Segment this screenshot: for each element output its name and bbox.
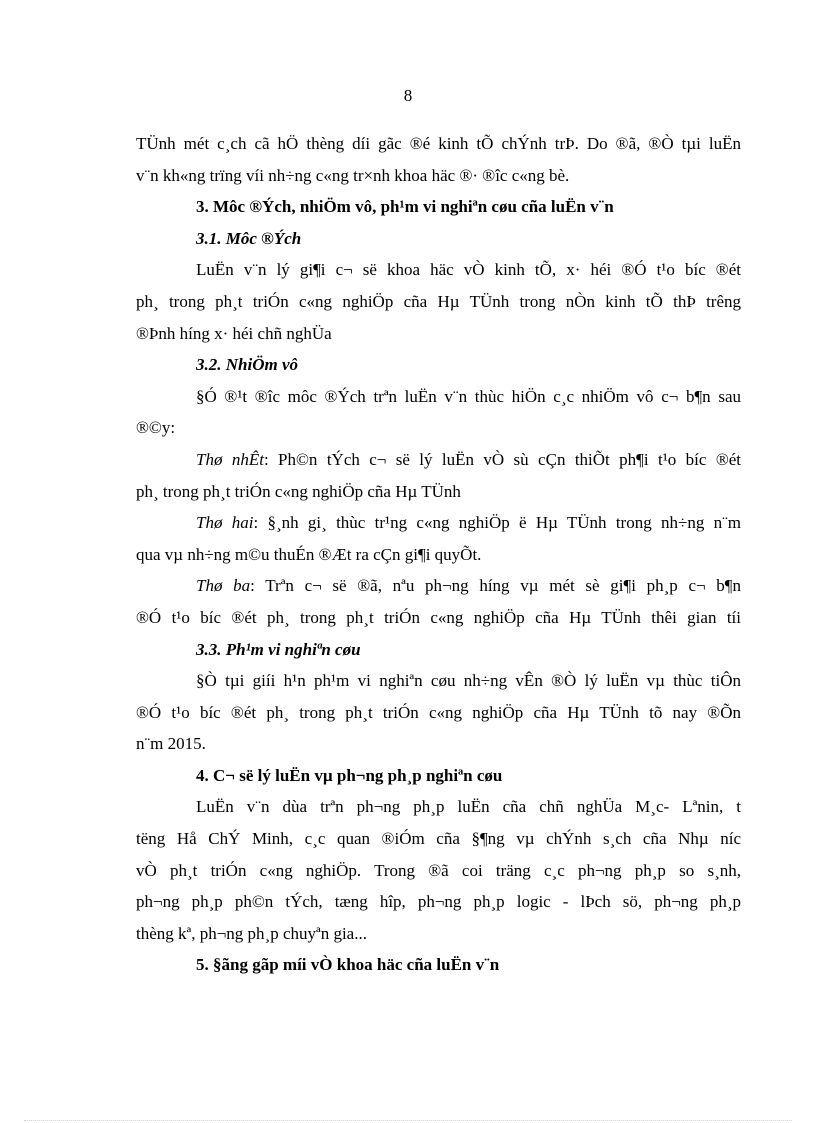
line-text: thèng kª, ph¬ng ph¸p chuyªn gia... xyxy=(136,923,367,943)
line-text: : Ph©n tÝch c¬ së lý luËn vÒ sù cÇn thiÕt ph¶i t¹o bíc ®ét xyxy=(263,449,742,469)
text-line xyxy=(136,760,741,792)
line-text: ®Ó t¹o bíc ®ét ph¸ trong ph¸t triÓn c«ng nghiÖp cña Hµ TÜnh tõ nay ®Õn xyxy=(136,702,741,722)
text-line xyxy=(136,254,741,286)
line-text: ph¬ng ph¸p ph©n tÝch, tæng hîp, ph¬ng ph¸p logic - lÞch sö, ph¬ng ph¸p xyxy=(136,892,741,912)
text-line xyxy=(136,949,741,981)
line-text: qua vµ nh÷ng m©u thuÉn ®Æt ra cÇn gi¶i quyÕt. xyxy=(136,544,482,564)
text-line xyxy=(136,128,741,160)
text-line xyxy=(136,886,741,918)
text-line xyxy=(136,634,741,666)
line-text: ®Þnh híng x· héi chñ nghÜa xyxy=(136,323,332,343)
line-text: vÒ ph¸t triÓn c«ng nghiÖp. Trong ®ã coi träng c¸c ph¬ng ph¸p so s¸nh, xyxy=(136,860,741,880)
line-text: : §¸nh gi¸ thùc tr¹ng c«ng nghiÖp ë Hµ TÜnh trong nh÷ng n¨m xyxy=(253,513,741,533)
text-line xyxy=(136,602,741,634)
italic-lead: Thø nhÊt xyxy=(196,449,264,469)
text-line xyxy=(136,570,741,602)
line-text: TÜnh mét c¸ch cã hÖ thèng díi gãc ®é kinh tÕ chÝnh trÞ. Do ®ã, ®Ò tµi luËn xyxy=(136,134,741,153)
line-text: 3.1. Môc ®Ých xyxy=(196,228,302,248)
page-number: 8 xyxy=(403,86,413,105)
line-text: §Ó ®¹t ®îc môc ®Ých trªn luËn v¨n thùc hiÖn c¸c nhiÖm vô c¬ b¶n sau xyxy=(196,386,741,406)
text-line xyxy=(136,539,741,571)
line-text: 3.2. NhiÖm vô xyxy=(196,355,298,375)
line-text: v¨n kh«ng trïng víi nh÷ng c«ng tr×nh khoa häc ®· ®îc c«ng bè. xyxy=(136,165,570,185)
line-text: 3.3. Ph¹m vi nghiªn cøu xyxy=(196,639,361,659)
line-text: 3. Môc ®Ých, nhiÖm vô, ph¹m vi nghiªn cøu cña luËn v¨n xyxy=(196,197,614,217)
text-line xyxy=(136,349,741,381)
line-text: 5. §ãng gãp míi vÒ khoa häc cña luËn v¨n xyxy=(196,955,500,975)
line-text: §Ò tµi giíi h¹n ph¹m vi nghiªn cøu nh÷ng vÊn ®Ò lý luËn vµ thùc tiÔn xyxy=(196,671,741,691)
text-line xyxy=(136,476,741,508)
document-body xyxy=(136,128,741,981)
text-line xyxy=(136,412,741,444)
text-line xyxy=(136,823,741,855)
text-line xyxy=(136,855,741,887)
italic-lead: Thø hai xyxy=(196,513,254,533)
italic-lead: Thø ba xyxy=(196,576,251,596)
text-line xyxy=(136,381,741,413)
line-text: ®Ó t¹o bíc ®ét ph¸ trong ph¸t triÓn c«ng nghiÖp cña Hµ TÜnh thêi gian tíi xyxy=(136,607,741,627)
text-line xyxy=(136,728,741,760)
line-text: ph¸ trong ph¸t triÓn c«ng nghiÖp cña Hµ TÜnh xyxy=(136,481,461,501)
text-line xyxy=(136,697,741,729)
line-text: LuËn v¨n dùa trªn ph¬ng ph¸p luËn cña chñ nghÜa M¸c- Lªnin, t xyxy=(196,797,741,817)
line-text: : Trªn c¬ së ®ã, nªu ph¬ng híng vµ mét sè gi¶i ph¸p c¬ b¶n xyxy=(250,576,741,596)
text-line xyxy=(136,318,741,350)
text-line xyxy=(136,665,741,697)
line-text: tëng Hå ChÝ Minh, c¸c quan ®iÓm cña §¶ng vµ chÝnh s¸ch cña Nhµ níc xyxy=(136,829,741,849)
line-text: 4. C¬ së lý luËn vµ ph¬ng ph¸p nghiªn cøu xyxy=(196,765,503,785)
text-line xyxy=(136,918,741,950)
text-line xyxy=(136,223,741,255)
line-text: ph¸ trong ph¸t triÓn c«ng nghiÖp cña Hµ TÜnh trong nÒn kinh tÕ thÞ trêng xyxy=(136,291,741,311)
text-line xyxy=(136,444,741,476)
text-line xyxy=(136,507,741,539)
page-bottom-divider xyxy=(24,1120,792,1121)
text-line xyxy=(136,160,741,192)
text-line xyxy=(136,791,741,823)
line-text: n¨m 2015. xyxy=(136,734,206,754)
text-line xyxy=(136,191,741,223)
line-text: LuËn v¨n lý gi¶i c¬ së khoa häc vÒ kinh tÕ, x· héi ®Ó t¹o bíc ®ét xyxy=(196,260,741,280)
text-line xyxy=(136,286,741,318)
line-text: ®©y: xyxy=(136,418,176,438)
